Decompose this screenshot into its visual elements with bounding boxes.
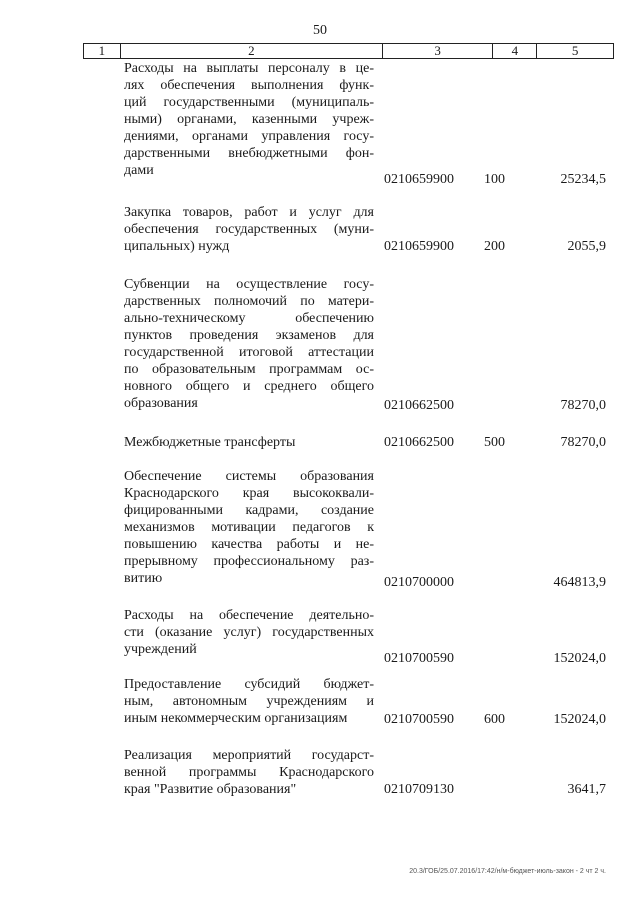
row-description [124,434,374,451]
description-line: Субвенции на осуществление госу- [124,277,374,292]
expense-kind: 600 [484,712,505,727]
description-line: края "Развитие образования" [124,782,297,797]
description-line: повышению качества работы и не- [124,537,374,552]
description-line: Межбюджетные трансферты [124,435,296,450]
description-line: ными) органами, казенными учреж- [124,112,374,127]
target-code: 0210700590 [384,712,454,727]
table-header-row [83,43,614,59]
description-line: ций государственными (муниципаль- [124,95,374,110]
page-number: 50 [313,23,327,38]
amount: 152024,0 [553,712,606,727]
description-line: Реализация мероприятий государст- [124,748,374,763]
description-line: государственной итоговой аттестации [124,345,374,360]
column-header-3: 3 [383,44,494,58]
target-code: 0210700000 [384,575,454,590]
amount: 25234,5 [560,172,606,187]
description-line: механизмов мотивации педагогов к [124,520,374,535]
expense-kind: 200 [484,239,505,254]
row-description [124,468,374,587]
description-line: лях обеспечения выполнения функ- [124,78,374,93]
target-code: 0210662500 [384,398,454,413]
description-line: Обеспечение системы образования [124,469,374,484]
description-line: новного общего и среднего общего [124,379,374,394]
target-code: 0210659900 [384,172,454,187]
description-line: Закупка товаров, работ и услуг для [124,205,374,220]
description-line: ным, автономным учреждениям и [124,694,374,709]
description-line: Расходы на выплаты персоналу в це- [124,61,374,76]
amount: 464813,9 [553,575,606,590]
description-line: ципальных) нужд [124,239,230,254]
amount: 152024,0 [553,651,606,666]
description-line: пунктов проведения экзаменов для [124,328,374,343]
expense-kind: 500 [484,435,505,450]
column-header-2: 2 [121,44,383,58]
row-description [124,676,374,727]
description-line: Краснодарского края высококвали- [124,486,374,501]
expense-kind: 100 [484,172,505,187]
column-header-4: 4 [493,44,537,58]
description-line: дами [124,163,154,178]
description-line: учреждений [124,642,197,657]
description-line: иным некоммерческим организациям [124,711,348,726]
description-line: прерывному профессиональному раз- [124,554,374,569]
row-description [124,276,374,412]
description-line: по образовательным программам ос- [124,362,374,377]
description-line: сти (оказание услуг) государственных [124,625,374,640]
description-line: дениями, органами управления госу- [124,129,374,144]
description-line: витию [124,571,163,586]
description-line: дарственными внебюджетными фон- [124,146,374,161]
row-description [124,204,374,255]
row-description [124,747,374,798]
description-line: ально-техническому обеспечению [124,311,374,326]
target-code: 0210700590 [384,651,454,666]
target-code: 0210709130 [384,782,454,797]
amount: 3641,7 [567,782,606,797]
column-header-1: 1 [84,44,121,58]
amount: 78270,0 [560,435,606,450]
description-line: Расходы на обеспечение деятельно- [124,608,374,623]
target-code: 0210659900 [384,239,454,254]
description-line: фицированными кадрами, создание [124,503,374,518]
description-line: образования [124,396,198,411]
description-line: обеспечения государственных (муни- [124,222,374,237]
document-footer: 20.3/ГОБ/25.07.2016/17:42/н/м-бюджет-июль-закон - 2 чт 2 ч. [409,868,606,875]
description-line: Предоставление субсидий бюджет- [124,677,374,692]
target-code: 0210662500 [384,435,454,450]
description-line: дарственных полномочий по матери- [124,294,374,309]
amount: 78270,0 [560,398,606,413]
row-description [124,607,374,658]
column-header-5: 5 [571,43,579,58]
row-description [124,60,374,179]
amount: 2055,9 [567,239,606,254]
description-line: венной программы Краснодарского [124,765,374,780]
